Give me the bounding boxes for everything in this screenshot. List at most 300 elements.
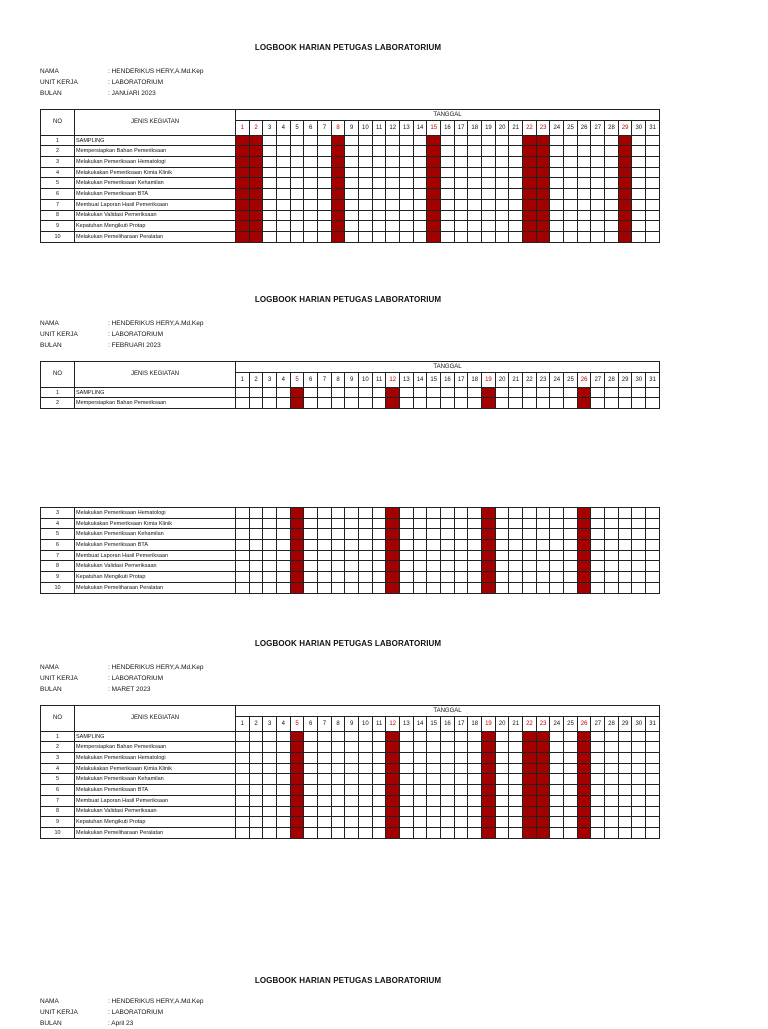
day-cell xyxy=(413,785,427,796)
day-header: 3 xyxy=(263,372,277,387)
day-cell xyxy=(468,189,482,200)
day-cell xyxy=(550,387,564,398)
day-cell xyxy=(605,731,619,742)
day-cell xyxy=(646,518,660,529)
day-cell xyxy=(400,135,414,146)
day-cell xyxy=(345,827,359,838)
day-cell xyxy=(318,795,332,806)
day-cell xyxy=(345,518,359,529)
day-cell xyxy=(318,785,332,796)
day-cell xyxy=(372,210,386,221)
day-cell xyxy=(386,210,400,221)
row-activity: Kepatuhan Mengikuti Protap xyxy=(75,572,236,583)
day-header: 6 xyxy=(304,120,318,135)
day-header: 13 xyxy=(400,716,414,731)
day-cell xyxy=(468,231,482,242)
day-cell xyxy=(468,518,482,529)
day-cell xyxy=(550,763,564,774)
table-row xyxy=(41,582,660,593)
day-cell xyxy=(454,572,468,583)
day-cell xyxy=(468,785,482,796)
day-cell xyxy=(249,731,263,742)
day-cell xyxy=(413,529,427,540)
day-cell xyxy=(413,817,427,828)
day-cell-marked xyxy=(249,231,263,242)
day-cell xyxy=(564,387,578,398)
day-cell xyxy=(441,231,455,242)
day-cell xyxy=(372,795,386,806)
day-cell xyxy=(413,199,427,210)
day-cell xyxy=(400,731,414,742)
day-cell xyxy=(290,167,304,178)
logbook-title: LOGBOOK HARIAN PETUGAS LABORATORIUM xyxy=(254,639,442,648)
day-cell-marked xyxy=(290,518,304,529)
day-cell xyxy=(359,540,373,551)
day-cell-marked xyxy=(618,178,632,189)
day-cell xyxy=(249,550,263,561)
day-header: 30 xyxy=(632,120,646,135)
day-cell xyxy=(632,753,646,764)
day-cell xyxy=(304,795,318,806)
day-cell xyxy=(618,572,632,583)
day-cell xyxy=(591,157,605,168)
row-no: 3 xyxy=(41,157,75,168)
day-cell xyxy=(400,210,414,221)
day-cell xyxy=(550,508,564,519)
day-cell xyxy=(249,785,263,796)
day-cell xyxy=(441,731,455,742)
day-cell-marked xyxy=(536,763,550,774)
day-cell xyxy=(263,157,277,168)
day-cell xyxy=(359,231,373,242)
row-no: 7 xyxy=(41,795,75,806)
day-cell xyxy=(564,582,578,593)
day-cell-marked xyxy=(290,774,304,785)
day-cell xyxy=(564,795,578,806)
day-cell xyxy=(263,540,277,551)
day-cell-marked xyxy=(523,189,537,200)
day-cell xyxy=(605,146,619,157)
day-cell xyxy=(468,167,482,178)
day-cell xyxy=(263,550,277,561)
day-cell xyxy=(359,221,373,232)
day-cell-marked xyxy=(236,146,250,157)
day-cell xyxy=(646,508,660,519)
day-cell-marked xyxy=(386,398,400,409)
day-cell xyxy=(509,795,523,806)
day-cell xyxy=(236,508,250,519)
day-cell xyxy=(427,561,441,572)
day-cell-marked xyxy=(577,742,591,753)
header-jenis-kegiatan: JENIS KEGIATAN xyxy=(75,110,236,136)
day-cell xyxy=(591,572,605,583)
day-cell xyxy=(646,157,660,168)
day-cell xyxy=(550,795,564,806)
day-cell xyxy=(345,817,359,828)
day-cell xyxy=(605,529,619,540)
day-cell xyxy=(509,199,523,210)
day-cell xyxy=(605,210,619,221)
day-cell xyxy=(290,178,304,189)
day-cell xyxy=(413,572,427,583)
day-cell xyxy=(372,550,386,561)
day-cell xyxy=(509,178,523,189)
day-cell-marked xyxy=(386,540,400,551)
day-cell xyxy=(277,561,291,572)
day-cell xyxy=(495,398,509,409)
day-cell xyxy=(318,508,332,519)
day-cell xyxy=(618,763,632,774)
day-cell xyxy=(523,398,537,409)
row-activity: Melakukan Pemeliharaan Peralatan xyxy=(75,827,236,838)
day-cell xyxy=(277,806,291,817)
day-cell-marked xyxy=(577,763,591,774)
day-cell xyxy=(468,731,482,742)
day-cell xyxy=(509,753,523,764)
day-cell-marked xyxy=(536,221,550,232)
day-cell xyxy=(495,387,509,398)
day-cell-marked xyxy=(482,572,496,583)
day-cell xyxy=(550,827,564,838)
day-cell-marked xyxy=(290,817,304,828)
day-cell xyxy=(618,742,632,753)
day-cell xyxy=(236,561,250,572)
day-cell xyxy=(413,210,427,221)
day-cell xyxy=(454,582,468,593)
row-no: 4 xyxy=(41,167,75,178)
table-row xyxy=(41,827,660,838)
day-cell xyxy=(564,806,578,817)
day-cell xyxy=(372,189,386,200)
day-cell xyxy=(318,806,332,817)
day-cell xyxy=(495,221,509,232)
day-cell xyxy=(605,221,619,232)
day-cell xyxy=(359,582,373,593)
day-cell xyxy=(372,146,386,157)
day-header: 15 xyxy=(427,716,441,731)
day-cell xyxy=(304,561,318,572)
day-cell-marked xyxy=(482,817,496,828)
day-cell xyxy=(400,774,414,785)
day-cell xyxy=(345,774,359,785)
unit-label: UNIT KERJA xyxy=(40,331,78,338)
day-cell xyxy=(236,387,250,398)
day-cell xyxy=(441,561,455,572)
day-cell-marked xyxy=(482,540,496,551)
day-cell xyxy=(468,795,482,806)
day-cell xyxy=(304,146,318,157)
day-cell xyxy=(509,774,523,785)
day-cell xyxy=(591,529,605,540)
day-cell xyxy=(509,221,523,232)
day-cell xyxy=(359,157,373,168)
day-cell-marked xyxy=(386,731,400,742)
day-cell xyxy=(304,210,318,221)
day-cell xyxy=(454,827,468,838)
day-cell xyxy=(468,146,482,157)
day-cell-marked xyxy=(331,189,345,200)
day-cell xyxy=(331,785,345,796)
day-cell xyxy=(400,817,414,828)
day-cell xyxy=(249,817,263,828)
day-cell xyxy=(345,189,359,200)
day-cell-marked xyxy=(523,178,537,189)
day-cell xyxy=(509,508,523,519)
header-no: NO xyxy=(41,706,75,732)
day-cell xyxy=(331,774,345,785)
day-cell xyxy=(236,550,250,561)
day-cell xyxy=(605,231,619,242)
day-cell xyxy=(591,795,605,806)
bulan-value: : JANUARI 2023 xyxy=(108,90,156,97)
day-cell xyxy=(536,518,550,529)
day-header: 14 xyxy=(413,716,427,731)
day-cell-marked xyxy=(577,785,591,796)
day-cell-marked xyxy=(482,731,496,742)
day-cell-marked xyxy=(290,753,304,764)
day-cell xyxy=(359,167,373,178)
day-cell xyxy=(386,146,400,157)
table-row xyxy=(41,157,660,168)
day-cell xyxy=(331,731,345,742)
day-cell xyxy=(290,189,304,200)
day-cell xyxy=(249,753,263,764)
day-cell xyxy=(564,157,578,168)
day-cell xyxy=(400,221,414,232)
day-cell xyxy=(550,550,564,561)
day-cell-marked xyxy=(386,582,400,593)
unit-label: UNIT KERJA xyxy=(40,675,78,682)
day-cell xyxy=(482,221,496,232)
logbook-title: LOGBOOK HARIAN PETUGAS LABORATORIUM xyxy=(254,43,442,52)
day-cell xyxy=(427,582,441,593)
day-cell xyxy=(318,199,332,210)
day-cell xyxy=(277,763,291,774)
day-cell xyxy=(454,550,468,561)
day-cell xyxy=(495,146,509,157)
day-cell xyxy=(605,763,619,774)
day-cell xyxy=(263,146,277,157)
day-cell xyxy=(564,753,578,764)
day-cell-marked xyxy=(236,167,250,178)
day-cell xyxy=(236,742,250,753)
day-cell xyxy=(277,157,291,168)
day-cell xyxy=(359,827,373,838)
day-cell xyxy=(236,795,250,806)
day-cell xyxy=(359,742,373,753)
day-cell xyxy=(304,189,318,200)
day-cell xyxy=(413,398,427,409)
day-header: 4 xyxy=(277,716,291,731)
day-cell xyxy=(495,731,509,742)
day-cell-marked xyxy=(290,398,304,409)
day-cell xyxy=(550,167,564,178)
day-header: 10 xyxy=(359,120,373,135)
day-cell-marked xyxy=(536,135,550,146)
day-cell xyxy=(427,827,441,838)
day-cell xyxy=(249,561,263,572)
day-cell xyxy=(577,167,591,178)
day-cell xyxy=(359,763,373,774)
day-cell xyxy=(236,582,250,593)
day-cell xyxy=(345,806,359,817)
day-cell xyxy=(550,518,564,529)
day-header: 29 xyxy=(618,120,632,135)
day-cell-marked xyxy=(618,231,632,242)
day-header: 4 xyxy=(277,120,291,135)
day-cell-marked xyxy=(523,731,537,742)
day-cell xyxy=(277,795,291,806)
day-cell xyxy=(550,157,564,168)
row-activity: Kepatuhan Mengikuti Protap xyxy=(75,817,236,828)
table-row xyxy=(41,561,660,572)
day-cell xyxy=(400,763,414,774)
day-header: 9 xyxy=(345,120,359,135)
row-no: 2 xyxy=(41,398,75,409)
header-jenis-kegiatan: JENIS KEGIATAN xyxy=(75,706,236,732)
day-cell xyxy=(427,550,441,561)
day-cell xyxy=(632,387,646,398)
row-no: 1 xyxy=(41,731,75,742)
bulan-label: BULAN xyxy=(40,90,62,97)
day-cell xyxy=(577,221,591,232)
day-cell xyxy=(331,561,345,572)
day-cell-marked xyxy=(482,529,496,540)
day-cell xyxy=(646,731,660,742)
day-cell xyxy=(632,561,646,572)
day-cell xyxy=(632,529,646,540)
day-cell-marked xyxy=(290,742,304,753)
day-cell-marked xyxy=(249,210,263,221)
day-cell xyxy=(495,582,509,593)
day-cell-marked xyxy=(386,806,400,817)
day-header: 21 xyxy=(509,120,523,135)
day-cell xyxy=(345,508,359,519)
day-cell xyxy=(304,540,318,551)
day-cell xyxy=(386,231,400,242)
day-cell xyxy=(400,753,414,764)
day-cell xyxy=(564,167,578,178)
day-cell xyxy=(318,742,332,753)
day-cell xyxy=(359,387,373,398)
day-cell xyxy=(632,178,646,189)
nama-label: NAMA xyxy=(40,998,59,1005)
day-cell xyxy=(345,529,359,540)
unit-value: : LABORATORIUM xyxy=(108,1009,164,1016)
day-cell xyxy=(400,518,414,529)
day-cell xyxy=(386,178,400,189)
day-cell-marked xyxy=(482,518,496,529)
day-cell xyxy=(468,753,482,764)
row-activity: Mempersiapkan Bahan Pemeriksaan xyxy=(75,146,236,157)
day-header: 11 xyxy=(372,120,386,135)
day-header: 20 xyxy=(495,120,509,135)
day-cell xyxy=(441,189,455,200)
day-cell xyxy=(441,178,455,189)
day-cell xyxy=(263,508,277,519)
row-activity: Kepatuhan Mengikuti Protap xyxy=(75,221,236,232)
day-cell xyxy=(427,742,441,753)
day-cell-marked xyxy=(482,550,496,561)
day-cell-marked xyxy=(386,561,400,572)
row-activity: Melakukan Pemeriksaan Hematologi xyxy=(75,753,236,764)
day-cell-marked xyxy=(427,189,441,200)
day-header: 24 xyxy=(550,372,564,387)
day-cell xyxy=(400,561,414,572)
day-cell xyxy=(427,795,441,806)
day-cell xyxy=(345,582,359,593)
day-cell xyxy=(495,817,509,828)
logbook-title: LOGBOOK HARIAN PETUGAS LABORATORIUM xyxy=(254,976,442,985)
day-cell xyxy=(550,231,564,242)
day-cell xyxy=(605,561,619,572)
day-cell xyxy=(523,518,537,529)
day-cell xyxy=(441,210,455,221)
day-cell xyxy=(646,806,660,817)
day-cell xyxy=(577,231,591,242)
row-no: 3 xyxy=(41,753,75,764)
day-cell xyxy=(413,827,427,838)
day-cell-marked xyxy=(290,827,304,838)
day-header: 8 xyxy=(331,120,345,135)
row-no: 10 xyxy=(41,827,75,838)
day-cell xyxy=(318,774,332,785)
table-row xyxy=(41,210,660,221)
day-cell-marked xyxy=(523,742,537,753)
row-activity: Melakukan Pemeriksaan Kehamilan xyxy=(75,178,236,189)
table-row xyxy=(41,387,660,398)
day-cell xyxy=(632,221,646,232)
day-cell xyxy=(413,742,427,753)
day-cell xyxy=(331,518,345,529)
day-cell xyxy=(359,817,373,828)
day-cell xyxy=(536,572,550,583)
row-no: 9 xyxy=(41,221,75,232)
row-activity: Melakukan Validasi Pemeriksaan xyxy=(75,806,236,817)
day-cell xyxy=(249,795,263,806)
day-header: 11 xyxy=(372,372,386,387)
day-cell xyxy=(236,827,250,838)
row-no: 4 xyxy=(41,518,75,529)
day-cell xyxy=(372,529,386,540)
day-cell xyxy=(400,167,414,178)
day-cell xyxy=(427,572,441,583)
day-cell-marked xyxy=(290,582,304,593)
day-cell xyxy=(304,827,318,838)
day-cell xyxy=(372,582,386,593)
nama-value: : HENDERIKUS HERY,A.Md.Kep xyxy=(108,664,204,671)
nama-value: : HENDERIKUS HERY,A.Md.Kep xyxy=(108,68,204,75)
day-cell-marked xyxy=(577,806,591,817)
day-cell xyxy=(605,785,619,796)
day-cell xyxy=(523,561,537,572)
day-cell-marked xyxy=(290,572,304,583)
day-cell xyxy=(413,806,427,817)
day-cell-marked xyxy=(331,199,345,210)
day-cell xyxy=(441,817,455,828)
day-cell xyxy=(400,157,414,168)
day-cell xyxy=(591,806,605,817)
day-header: 19 xyxy=(482,120,496,135)
day-cell xyxy=(277,753,291,764)
day-header: 31 xyxy=(646,372,660,387)
day-cell xyxy=(495,795,509,806)
day-header: 19 xyxy=(482,716,496,731)
day-cell xyxy=(591,742,605,753)
day-cell xyxy=(413,146,427,157)
day-cell xyxy=(509,763,523,774)
day-cell xyxy=(591,210,605,221)
